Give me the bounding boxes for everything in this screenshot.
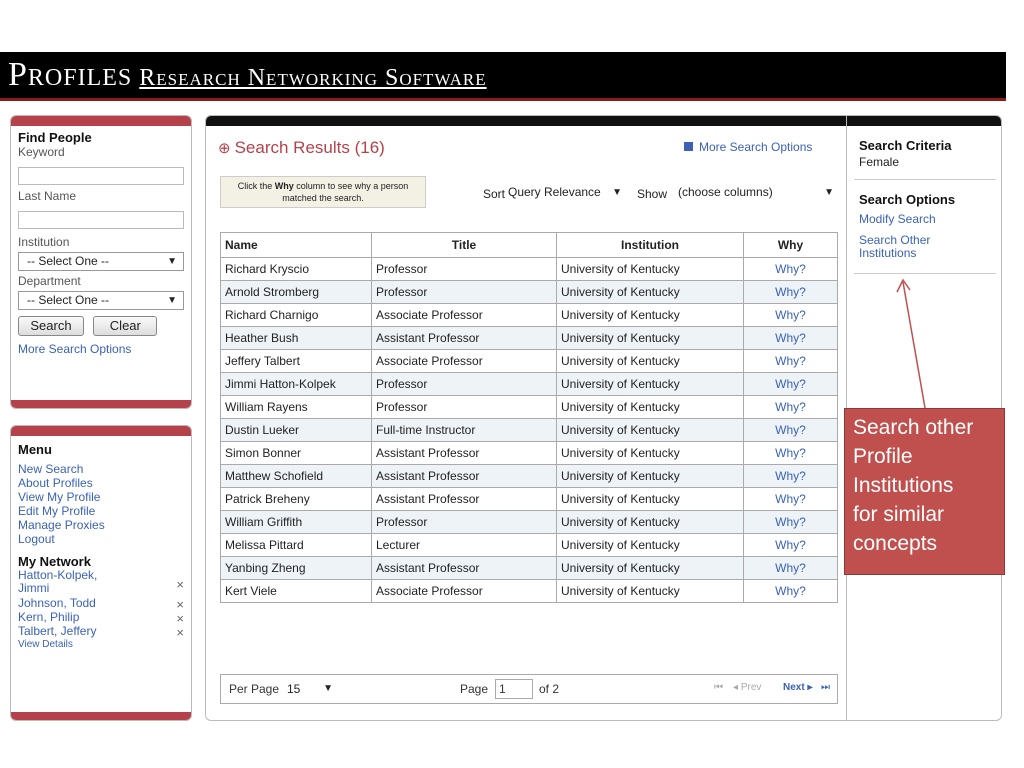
table-header-row — [221, 233, 838, 258]
hint-text-post: column to see why a person matched the search. — [282, 181, 409, 203]
cell-institution: University of Kentucky — [557, 396, 744, 419]
show-label: Show — [637, 187, 668, 201]
cell-why[interactable]: Why? — [744, 465, 838, 488]
my-network-header: My Network — [18, 554, 91, 569]
last-page-icon[interactable]: ⏭ — [821, 682, 830, 693]
page-number-input[interactable]: 1 — [495, 679, 533, 699]
per-page-value: 15 — [287, 682, 301, 696]
cell-institution: University of Kentucky — [557, 557, 744, 580]
table-row[interactable] — [221, 281, 838, 304]
hint-text-pre: Click the — [237, 181, 275, 191]
department-label: Department — [18, 274, 81, 288]
cell-why[interactable]: Why? — [744, 281, 838, 304]
cell-institution: University of Kentucky — [557, 465, 744, 488]
cell-institution: University of Kentucky — [557, 419, 744, 442]
callout-line-3: Institutions — [853, 474, 954, 497]
table-row[interactable] — [221, 557, 838, 580]
cell-why[interactable]: Why? — [744, 350, 838, 373]
remove-icon[interactable]: × — [176, 597, 184, 612]
institution-select[interactable] — [18, 252, 184, 271]
column-header-title[interactable]: Title — [372, 233, 557, 258]
keyword-label: Keyword — [18, 145, 65, 159]
search-criteria-header: Search Criteria — [859, 138, 952, 153]
cell-why[interactable]: Why? — [744, 258, 838, 281]
column-header-institution[interactable]: Institution — [557, 233, 744, 258]
page-of-total: of 2 — [539, 682, 560, 696]
chevron-down-icon: ▼ — [612, 187, 622, 198]
cell-title: Assistant Professor — [372, 442, 557, 465]
cell-institution: University of Kentucky — [557, 281, 744, 304]
cell-why[interactable]: Why? — [744, 580, 838, 603]
cell-institution: University of Kentucky — [557, 304, 744, 327]
column-header-why[interactable]: Why — [744, 233, 838, 258]
more-search-options-text: More Search Options — [699, 140, 813, 154]
modify-search-link[interactable]: Modify Search — [859, 212, 936, 226]
site-title-sub[interactable]: Research Networking Software — [139, 65, 487, 91]
department-select-value: -- Select One -- — [27, 293, 110, 307]
site-banner — [0, 52, 1006, 101]
search-results-title-text: Search Results (16) — [234, 138, 385, 157]
table-row[interactable] — [221, 327, 838, 350]
cell-why[interactable]: Why? — [744, 557, 838, 580]
cell-title: Lecturer — [372, 534, 557, 557]
play-square-icon — [684, 142, 693, 151]
clear-button[interactable]: Clear — [93, 316, 157, 336]
network-item — [18, 597, 188, 611]
chevron-down-icon: ▼ — [824, 187, 834, 198]
table-row[interactable] — [221, 258, 838, 281]
cell-name: Simon Bonner — [221, 442, 372, 465]
menu-item-view-my-profile[interactable]: View My Profile — [18, 490, 101, 504]
view-details-link[interactable]: View Details — [18, 639, 73, 650]
cell-name: Kert Viele — [221, 580, 372, 603]
sort-select-value: Query Relevance — [508, 185, 601, 199]
more-search-options-top[interactable] — [684, 140, 812, 154]
cell-institution: University of Kentucky — [557, 534, 744, 557]
table-row[interactable] — [221, 488, 838, 511]
circle-plus-icon[interactable]: ⊕ — [218, 140, 231, 157]
menu-content — [18, 442, 188, 650]
table-row[interactable] — [221, 419, 838, 442]
remove-icon[interactable]: × — [176, 625, 184, 640]
pagination-bar — [220, 674, 838, 704]
results-body — [221, 258, 838, 603]
search-options-header: Search Options — [859, 192, 956, 207]
cell-why[interactable]: Why? — [744, 373, 838, 396]
cell-title: Assistant Professor — [372, 488, 557, 511]
page-label: Page — [460, 682, 489, 696]
institution-select-value: -- Select One -- — [27, 254, 110, 268]
show-columns-select[interactable] — [678, 183, 838, 202]
callout-line-4: for similar — [853, 503, 945, 526]
callout-line-1: Search other — [853, 416, 974, 439]
menu-item-about-profiles[interactable]: About Profiles — [18, 476, 93, 490]
panel-bottom-bar — [11, 712, 191, 720]
cell-name: Richard Charnigo — [221, 304, 372, 327]
table-row[interactable] — [221, 465, 838, 488]
cell-why[interactable]: Why? — [744, 534, 838, 557]
network-item — [18, 569, 188, 597]
site-title-main: Profiles — [8, 56, 133, 93]
why-hint-box — [220, 176, 426, 208]
annotation-callout — [844, 408, 1005, 575]
cell-title: Assistant Professor — [372, 465, 557, 488]
prev-page-button: ◂ Prev — [733, 682, 762, 693]
cell-name: Jimmi Hatton-Kolpek — [221, 373, 372, 396]
chevron-down-icon: ▼ — [167, 295, 177, 306]
results-table — [220, 232, 838, 603]
search-button[interactable]: Search — [18, 316, 84, 336]
cell-why[interactable]: Why? — [744, 396, 838, 419]
cell-institution: University of Kentucky — [557, 511, 744, 534]
cell-why[interactable]: Why? — [744, 442, 838, 465]
panel-top-bar — [11, 116, 191, 126]
lastname-label: Last Name — [18, 189, 77, 203]
department-select[interactable] — [18, 291, 184, 310]
menu-header: Menu — [18, 442, 52, 457]
cell-title: Professor — [372, 511, 557, 534]
chevron-down-icon: ▼ — [323, 683, 333, 694]
remove-icon[interactable]: × — [176, 611, 184, 626]
chevron-down-icon: ▼ — [167, 256, 177, 267]
sort-label: Sort — [483, 187, 506, 201]
network-item-name[interactable]: Talbert, Jeffery — [18, 624, 97, 638]
cell-name: Jeffery Talbert — [221, 350, 372, 373]
remove-icon[interactable]: × — [176, 577, 184, 592]
first-page-icon: ⏮ — [714, 682, 723, 693]
next-page-button[interactable]: Next ▸ — [783, 682, 813, 693]
menu-item-logout[interactable]: Logout — [18, 532, 55, 546]
cell-institution: University of Kentucky — [557, 442, 744, 465]
column-header-name[interactable]: Name — [221, 233, 372, 258]
next-label: Next — [783, 682, 805, 693]
right-separator — [854, 179, 996, 180]
cell-title: Professor — [372, 258, 557, 281]
cell-why[interactable]: Why? — [744, 327, 838, 350]
cell-institution: University of Kentucky — [557, 327, 744, 350]
table-row[interactable] — [221, 373, 838, 396]
network-name-line2: Jimmi — [18, 581, 50, 595]
cell-name: Richard Kryscio — [221, 258, 372, 281]
network-name-line1: Hatton-Kolpek, — [18, 568, 98, 582]
menu-panel — [10, 425, 192, 721]
cell-name: William Griffith — [221, 511, 372, 534]
main-top-bar — [206, 116, 1001, 126]
cell-title: Associate Professor — [372, 304, 557, 327]
cell-title: Professor — [372, 373, 557, 396]
cell-why[interactable]: Why? — [744, 488, 838, 511]
find-people-panel — [10, 115, 192, 409]
institution-label: Institution — [18, 235, 70, 249]
cell-name: Dustin Lueker — [221, 419, 372, 442]
site-title — [8, 56, 487, 94]
cell-name: William Rayens — [221, 396, 372, 419]
cell-title: Professor — [372, 281, 557, 304]
table-row[interactable] — [221, 511, 838, 534]
search-criteria-value: Female — [859, 155, 900, 169]
table-row[interactable] — [221, 304, 838, 327]
search-results-title — [218, 138, 385, 158]
table-row[interactable] — [221, 580, 838, 603]
show-select-value: (choose columns) — [678, 185, 773, 199]
search-other-institutions-link[interactable]: Search Other Institutions — [859, 233, 931, 260]
table-row[interactable] — [221, 396, 838, 419]
cell-title: Full-time Instructor — [372, 419, 557, 442]
cell-institution: University of Kentucky — [557, 258, 744, 281]
find-people-form — [18, 130, 184, 356]
panel-bottom-bar — [11, 400, 191, 408]
lastname-input[interactable] — [18, 211, 184, 229]
network-item — [18, 611, 188, 625]
cell-name: Yanbing Zheng — [221, 557, 372, 580]
panel-top-bar — [11, 426, 191, 436]
per-page-label: Per Page — [229, 682, 280, 696]
cell-institution: University of Kentucky — [557, 373, 744, 396]
keyword-input[interactable] — [18, 167, 184, 185]
cell-name: Arnold Stromberg — [221, 281, 372, 304]
network-item-name[interactable]: Kern, Philip — [18, 610, 80, 624]
cell-title: Associate Professor — [372, 350, 557, 373]
callout-line-2: Profile — [853, 445, 913, 468]
cell-why[interactable]: Why? — [744, 419, 838, 442]
network-item — [18, 625, 188, 639]
cell-institution: University of Kentucky — [557, 350, 744, 373]
prev-label: Prev — [740, 682, 762, 693]
cell-name: Patrick Breheny — [221, 488, 372, 511]
right-separator — [854, 273, 996, 274]
sort-select[interactable] — [508, 183, 626, 202]
menu-item-new-search[interactable]: New Search — [18, 462, 84, 476]
cell-name: Matthew Schofield — [221, 465, 372, 488]
cell-title: Associate Professor — [372, 580, 557, 603]
network-item-name[interactable]: Johnson, Todd — [18, 596, 96, 610]
table-row[interactable] — [221, 350, 838, 373]
table-row[interactable] — [221, 442, 838, 465]
cell-institution: University of Kentucky — [557, 580, 744, 603]
cell-why[interactable]: Why? — [744, 304, 838, 327]
table-row[interactable] — [221, 534, 838, 557]
cell-title: Assistant Professor — [372, 327, 557, 350]
menu-item-manage-proxies[interactable]: Manage Proxies — [18, 518, 105, 532]
more-search-options-link[interactable]: More Search Options — [18, 342, 132, 356]
find-people-header: Find People — [18, 130, 92, 145]
network-item-name[interactable] — [18, 569, 188, 595]
callout-line-5: concepts — [853, 532, 938, 555]
cell-title: Assistant Professor — [372, 557, 557, 580]
menu-item-edit-my-profile[interactable]: Edit My Profile — [18, 504, 96, 518]
per-page-select[interactable] — [287, 680, 337, 698]
cell-name: Heather Bush — [221, 327, 372, 350]
cell-institution: University of Kentucky — [557, 488, 744, 511]
cell-name: Melissa Pittard — [221, 534, 372, 557]
cell-title: Professor — [372, 396, 557, 419]
hint-text-why: Why — [274, 181, 294, 191]
cell-why[interactable]: Why? — [744, 511, 838, 534]
